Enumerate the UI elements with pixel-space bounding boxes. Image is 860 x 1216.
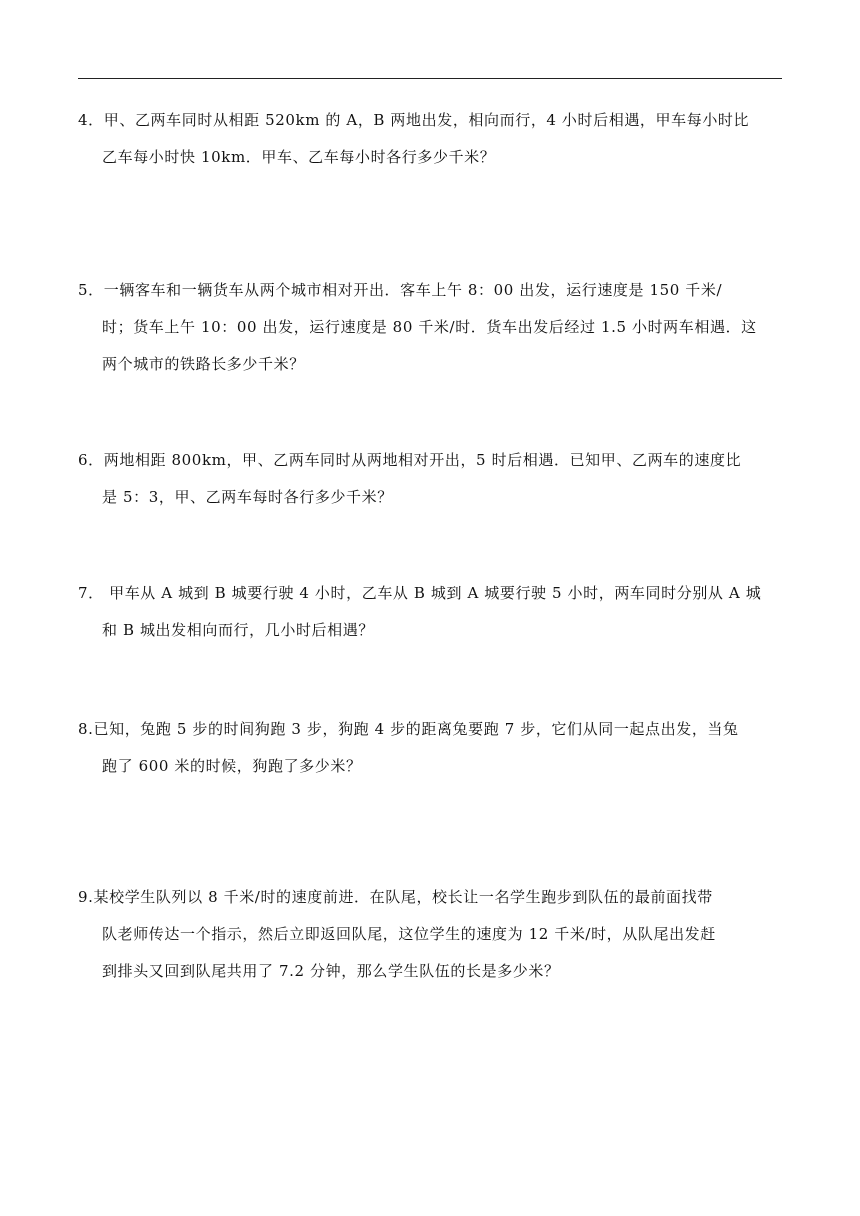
problem-6 bbox=[78, 442, 784, 516]
problem-7 bbox=[78, 575, 784, 649]
problem-line: 9.某校学生队列以 8 千米/时的速度前进．在队尾，校长让一名学生跑步到队伍的最前面找带 bbox=[78, 888, 713, 906]
problem-line: 两个城市的铁路长多少千米？ bbox=[102, 355, 305, 373]
problem-line: 7． 甲车从 A 城到 B 城要行驶 4 小时，乙车从 B 城到 A 城要行驶 5 小时，两车同时分别从 A 城 bbox=[78, 584, 762, 602]
problem-line: 6．两地相距 800km，甲、乙两车同时从两地相对开出，5 时后相遇．已知甲、乙两车的速度比 bbox=[78, 451, 742, 469]
problem-line: 跑了 600 米的时候，狗跑了多少米？ bbox=[102, 757, 362, 775]
problem-8 bbox=[78, 711, 784, 785]
problem-5 bbox=[78, 272, 784, 383]
problem-9 bbox=[78, 879, 784, 990]
problem-line: 到排头又回到队尾共用了 7.2 分钟，那么学生队伍的长是多少米？ bbox=[102, 962, 560, 980]
problem-line: 乙车每小时快 10km．甲车、乙车每小时各行多少千米？ bbox=[102, 148, 496, 166]
problem-line: 队老师传达一个指示，然后立即返回队尾，这位学生的速度为 12 千米/时，从队尾出发赶 bbox=[102, 925, 716, 943]
problem-line: 5．一辆客车和一辆货车从两个城市相对开出．客车上午 8：00 出发，运行速度是 150 千米/ bbox=[78, 281, 723, 299]
problem-line: 4．甲、乙两车同时从相距 520km 的 A，B 两地出发，相向而行，4 小时后相遇，甲车每小时比 bbox=[78, 111, 750, 129]
header-rule bbox=[78, 78, 782, 79]
problem-line: 是 5：3，甲、乙两车每时各行多少千米？ bbox=[102, 488, 393, 506]
problem-line: 时；货车上午 10：00 出发，运行速度是 80 千米/时．货车出发后经过 1.5 小时两车相遇．这 bbox=[102, 318, 757, 336]
problem-4 bbox=[78, 102, 784, 176]
problem-line: 和 B 城出发相向而行，几小时后相遇？ bbox=[102, 621, 374, 639]
problem-line: 8.已知，兔跑 5 步的时间狗跑 3 步，狗跑 4 步的距离兔要跑 7 步，它们从同一起点出发，当兔 bbox=[78, 720, 739, 738]
